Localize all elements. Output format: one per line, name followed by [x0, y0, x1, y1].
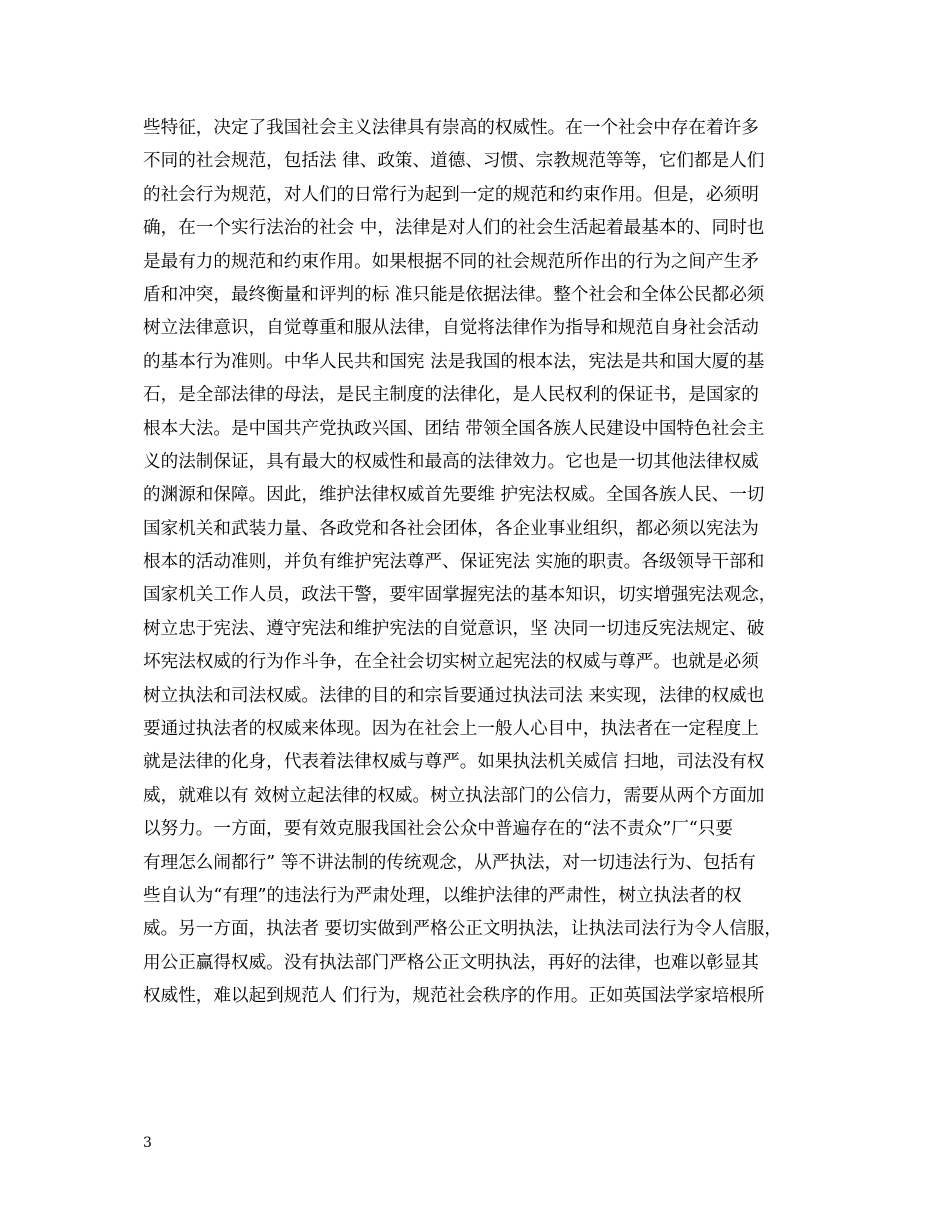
text-line: 权威性，难以起到规范人 们行为，规范社会秩序的作用。正如英国法学家培根所 [143, 986, 765, 1007]
text-line: 是最有力的规范和约束作用。如果根据不同的社会规范所作出的行为之间产生矛 [143, 251, 759, 272]
text-line: 石，是全部法律的母法，是民主制度的法律化，是人民权利的保证书，是国家的 [143, 385, 759, 406]
text-line: 的基本行为准则。中华人民共和国宪 法是我国的根本法，宪法是共和国大厦的基 [143, 351, 765, 372]
text-line: 国家机关工作人员，政法干警，要牢固掌握宪法的基本知识，切实增强宪法观念， [143, 585, 777, 606]
text-line: 坏宪法权威的行为作斗争，在全社会切实树立起宪法的权威与尊严。也就是必须 [143, 652, 759, 673]
text-line: 不同的社会规范，包括法 律、政策、道德、习惯、宗教规范等等，它们都是人们 [143, 151, 765, 172]
text-line: 威，就难以有 效树立起法律的权威。树立执法部门的公信力，需要从两个方面加 [143, 785, 765, 806]
text-line: 根本的活动准则，并负有维护宪法尊严、保证宪法 实施的职责。各级领导干部和 [143, 552, 765, 573]
text-line: 要通过执法者的权威来体现。因为在社会上一般人心目中，执法者在一定程度上 [143, 719, 759, 740]
text-line: 根本大法。是中国共产党执政兴国、团结 带领全国各族人民建设中国特色社会主 [143, 418, 765, 439]
text-line: 些自认为“有理”的违法行为严肃处理，以维护法律的严肃性，树立执法者的权 [143, 885, 742, 906]
text-line: 有理怎么闹都行” 等不讲法制的传统观念，从严执法，对一切违法行为、包括有 [143, 852, 756, 873]
text-line: 用公正赢得权威。没有执法部门严格公正文明执法，再好的法律，也难以彰显其 [143, 952, 759, 973]
text-line: 义的法制保证，具有最大的权威性和最高的法律效力。它也是一切其他法律权威 [143, 451, 759, 472]
text-line: 国家机关和武装力量、各政党和各社会团体，各企业事业组织，都必须以宪法为 [143, 518, 759, 539]
text-line: 盾和冲突，最终衡量和评判的标 准只能是依据法律。整个社会和全体公民都必须 [143, 284, 765, 305]
text-line: 树立执法和司法权威。法律的目的和宗旨要通过执法司法 来实现，法律的权威也 [143, 685, 765, 706]
text-line: 的社会行为规范，对人们的日常行为起到一定的规范和约束作用。但是，必须明 [143, 184, 759, 205]
text-line: 就是法律的化身，代表着法律权威与尊严。如果执法机关威信 扫地，司法没有权 [143, 752, 765, 773]
text-line: 威。另一方面，执法者 要切实做到严格公正文明执法，让执法司法行为令人信服， [143, 919, 782, 940]
body-text [143, 112, 823, 1014]
page-number: 3 [143, 1135, 152, 1151]
text-line: 树立法律意识，自觉尊重和服从法律，自觉将法律作为指导和规范自身社会活动 [143, 318, 759, 339]
text-line: 确，在一个实行法治的社会 中，法律是对人们的社会生活起着最基本的、同时也 [143, 218, 765, 239]
text-line: 以努力。一方面，要有效克服我国社会公众中普遍存在的“法不责众”厂“只要 [143, 819, 733, 840]
text-line: 些特征，决定了我国社会主义法律具有崇高的权威性。在一个社会中存在着许多 [143, 118, 759, 138]
text-line: 树立忠于宪法、遵守宪法和维护宪法的自觉意识，坚 决同一切违反宪法规定、破 [143, 618, 765, 639]
text-line: 的渊源和保障。因此，维护法律权威首先要维 护宪法权威。全国各族人民、一切 [143, 485, 765, 506]
